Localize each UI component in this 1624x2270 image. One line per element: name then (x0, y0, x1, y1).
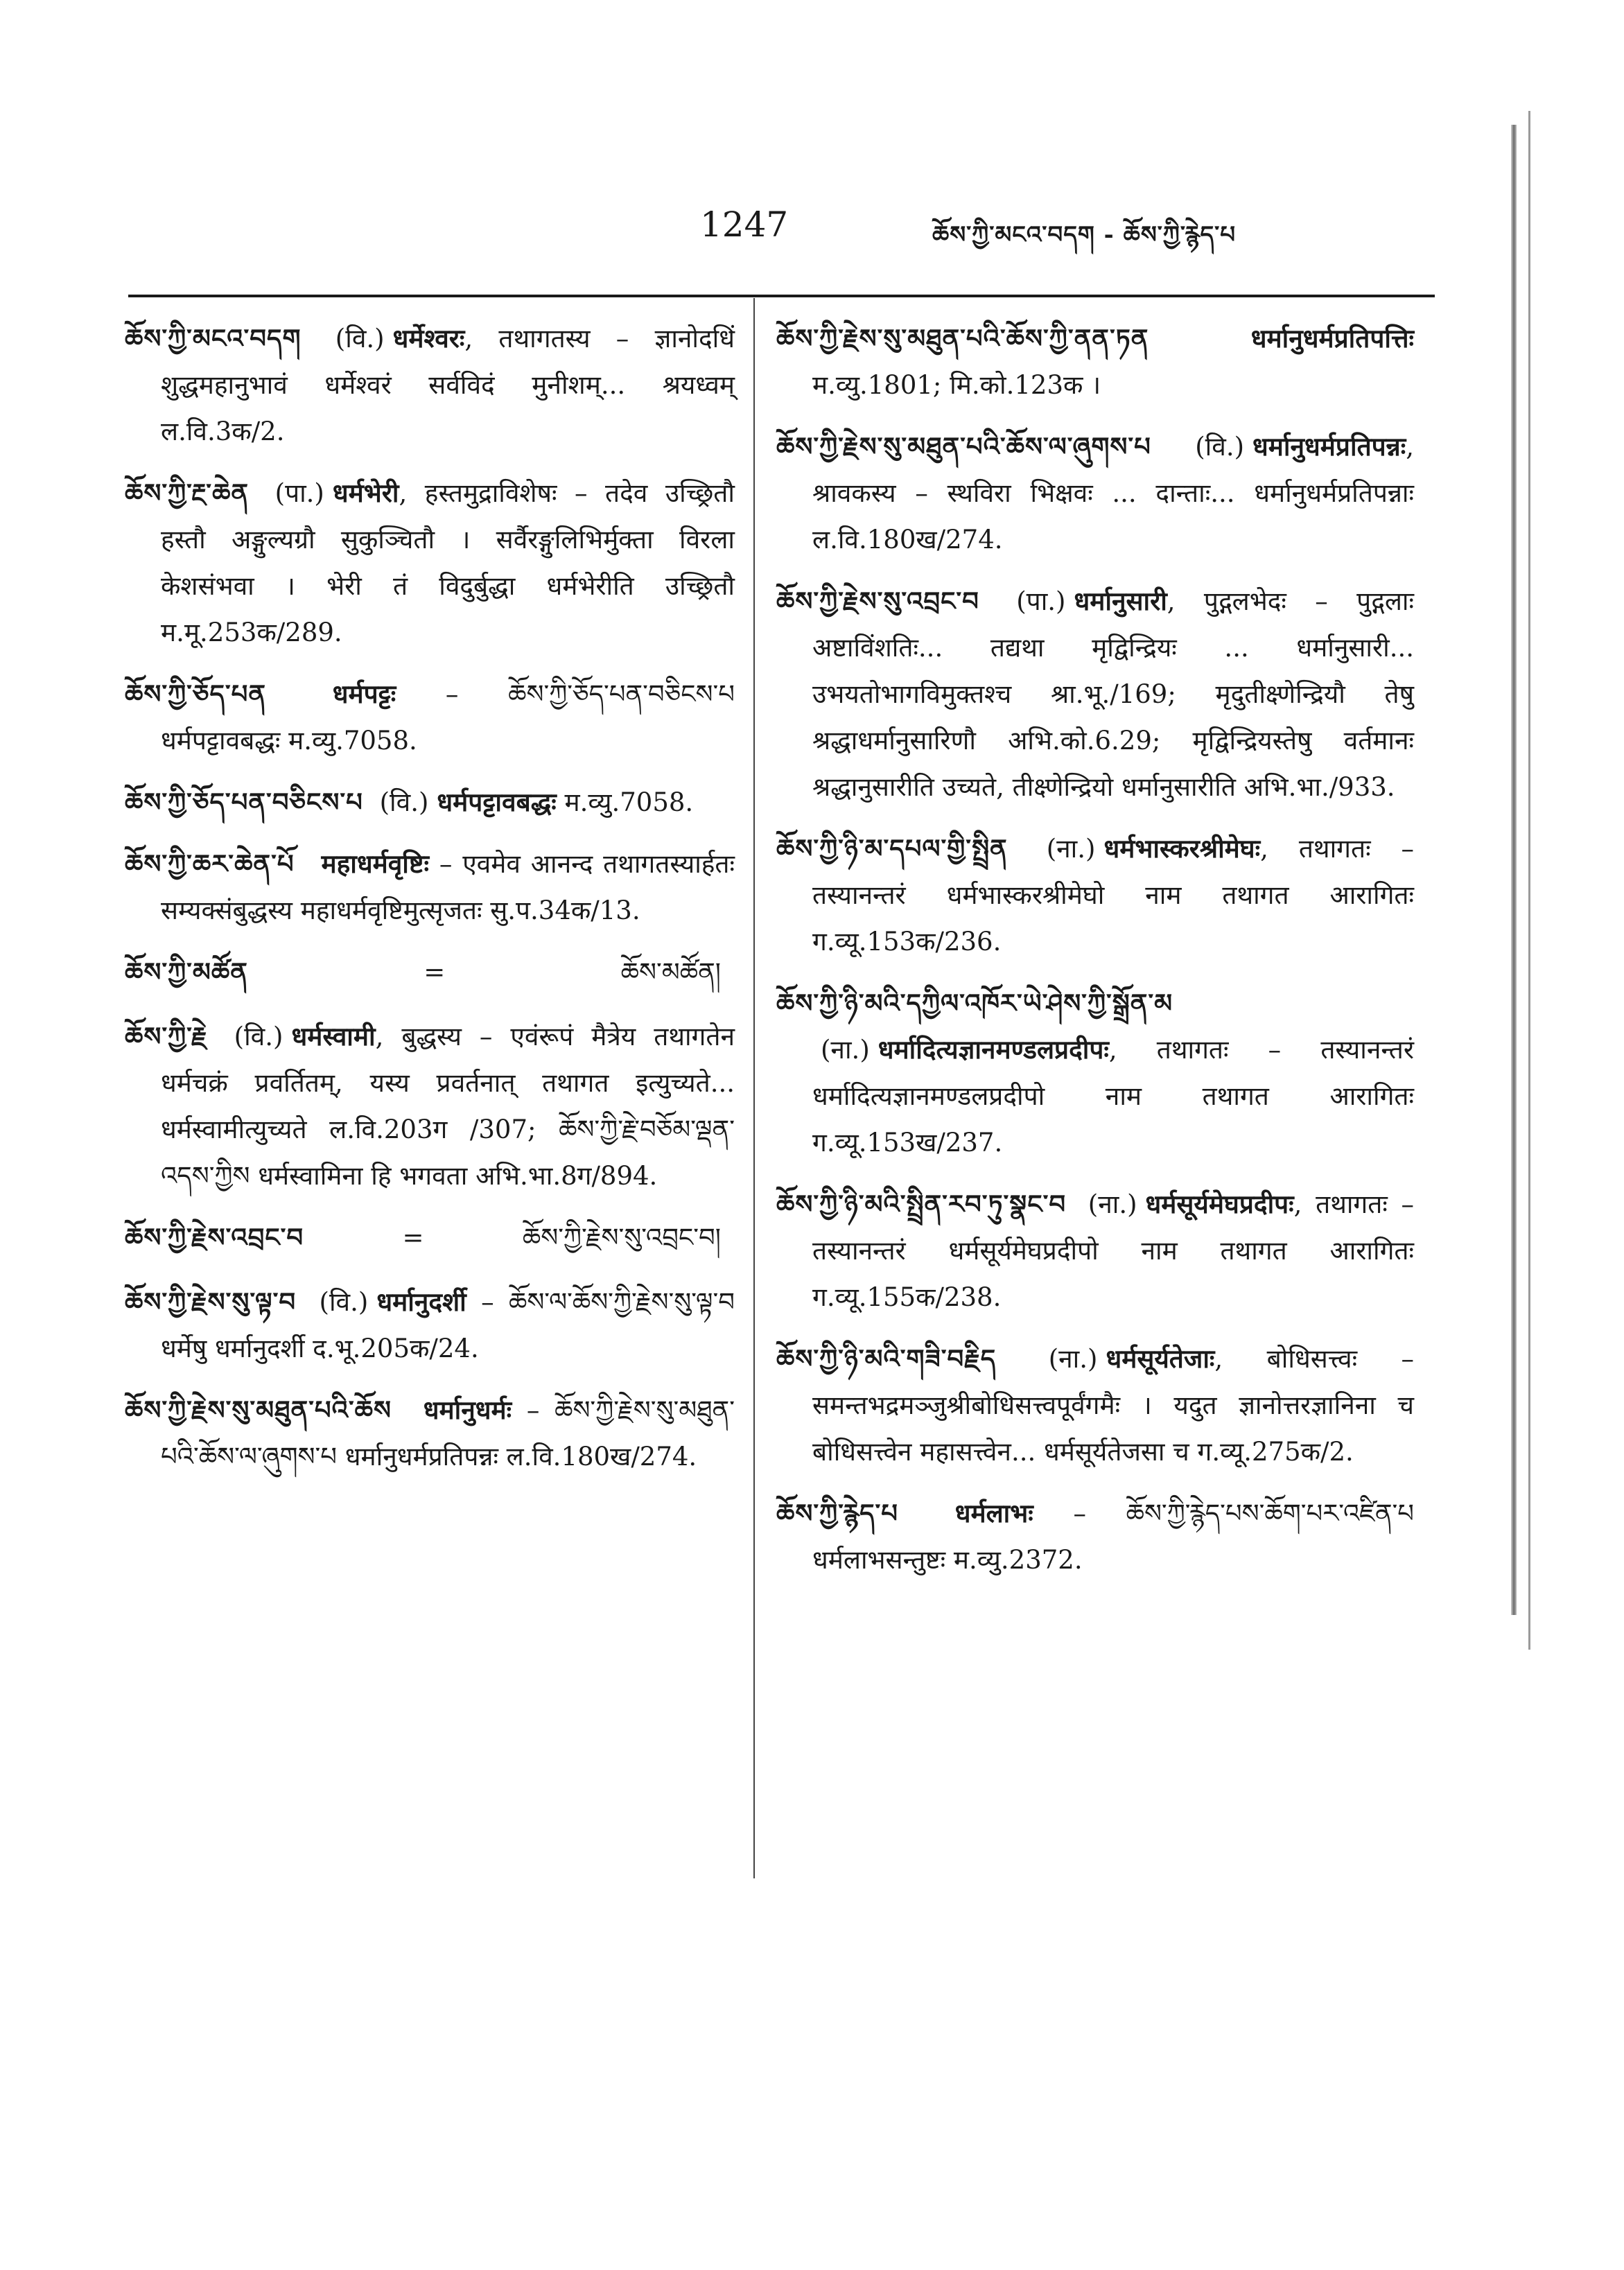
page-number: 1247 (700, 204, 789, 245)
header-rule (128, 295, 1435, 297)
grammar-tag: (पा.) (274, 478, 324, 508)
sanskrit-equivalent: धर्मपट्टः (332, 679, 396, 709)
headword: ཆོས་ཀྱི་རྔ་ཆེན (125, 478, 250, 508)
dictionary-entry (125, 470, 735, 656)
headword: ཆོས་ཀྱི་ཆར་ཆེན་པོ (125, 848, 295, 879)
right-column (776, 315, 1414, 1598)
dictionary-entry (776, 980, 1414, 1166)
equals-sign: = (402, 1223, 424, 1252)
headword: ཆོས་ཀྱི་རྗེས་འབྲང་བ (125, 1222, 304, 1252)
headword: ཆོས་ཀྱི་མཚོན (125, 957, 248, 987)
dictionary-entry (776, 1336, 1414, 1475)
grammar-tag: (वि.) (234, 1022, 283, 1051)
dictionary-entry (776, 578, 1414, 810)
dictionary-entry (125, 1387, 735, 1480)
headword: ཆོས་ཀྱི་རྙེད་པ (776, 1498, 899, 1528)
cross-ref-target: ཆོས་ཀྱི་རྗེས་སུ་འབྲང་བ། (522, 1223, 721, 1252)
entry-body: – ཆོས་ཀྱི་རྙེད་པས་ཆོག་པར་འཛིན་པ धर्मलाभसन्तुष्टः म.व्यु.2372. (812, 1499, 1415, 1575)
sanskrit-equivalent: धर्मानुधर्मप्रतिपन्नः (1252, 431, 1406, 462)
entry-body: , श्रावकस्य – स्थविरा भिक्षवः ... दान्ताः... धर्मानुधर्मप्रतिपन्नाः ल.वि.180ख/274. (812, 432, 1414, 555)
dictionary-entry (125, 779, 735, 826)
entry-body: , पुद्गलभेदः – पुद्गलाः अष्टाविंशतिः... तद्यथा मृद्विन्द्रियः ... धर्मानुसारी... उभयतोभागविमुक्तश्च श्रा.भू./169; मृदुतीक्ष्णेन्द्रियौ तेषु श्रद्धाधर्मानुसारिणौ अभि.को.6.29; मृद्विन्द्रियस्तेषु वर्तमानः श्रद्धानुसारीति उच्यते, तीक्ष्णेन्द्रियो धर्मानुसारीति अभि.भा./933. (812, 586, 1414, 802)
dictionary-entry (776, 315, 1414, 408)
grammar-tag: (ना.) (821, 1035, 870, 1065)
left-column (125, 315, 735, 1495)
sanskrit-equivalent: धर्मभेरी (332, 478, 399, 508)
sanskrit-equivalent: धर्मलाभः (954, 1498, 1033, 1528)
headword: ཆོས་ཀྱི་རྗེས་སུ་མཐུན་པའི་ཆོས་ཀྱི་ནན་ཏན (776, 323, 1149, 353)
headword: ཆོས་ཀྱི་ཉི་མའི་དཀྱིལ་འཁོར་ཡེ་ཤེས་ཀྱི་སྒྲོན་མ (776, 988, 1173, 1018)
sanskrit-equivalent: धर्मपट्टावबद्धः (437, 787, 557, 817)
equals-sign: = (424, 957, 446, 987)
sanskrit-equivalent: धर्मानुधर्मः (423, 1395, 512, 1425)
entry-body: , तथागतः – तस्यानन्तरं धर्मसूर्यमेघप्रदीपो नाम तथागत आरागितः ग.व्यू.155क/238. (812, 1189, 1414, 1312)
grammar-tag: (ना.) (1046, 834, 1096, 864)
entry-body: म.व्यु.1801; मि.को.123क । (812, 370, 1101, 400)
dictionary-entry (776, 1181, 1414, 1320)
scan-edge-shadow (1511, 125, 1517, 1615)
entry-body: , तथागतः – तस्यानन्तरं धर्मादित्यज्ञानमण्डलप्रदीपो नाम तथागत आरागितः ग.व्यू.153ख/237. (812, 1035, 1414, 1158)
cross-ref-target: ཆོས་མཚོན། (620, 957, 721, 987)
sanskrit-equivalent: धर्मस्वामी (291, 1021, 376, 1051)
headword: ཆོས་ཀྱི་རྗེས་སུ་མཐུན་པའི་ཆོས (125, 1395, 392, 1425)
headword: ཆོས་ཀྱི་མངའ་བདག (125, 323, 302, 353)
headword: ཆོས་ཀྱི་རྗེས་སུ་འབྲང་བ (776, 586, 979, 616)
grammar-tag: (वि.) (335, 324, 385, 353)
entry-body: , तथागतस्य – ज्ञानोदधिं शुद्धमहानुभावं धर्मेश्वरं सर्वविदं मुनीशम्... श्रयध्वम् ल.वि.3क/2. (161, 324, 735, 446)
entry-body: – ཆོས་ལ་ཆོས་ཀྱི་རྗེས་སུ་ལྟ་བ धर्मेषु धर्मानुदर्शी द.भू.205क/24. (161, 1287, 735, 1363)
dictionary-entry (776, 826, 1414, 965)
sanskrit-equivalent: धर्मसूर्यतेजाः (1106, 1343, 1215, 1374)
dictionary-entry (125, 1279, 735, 1372)
headword: ཆོས་ཀྱི་རྗེས་སུ་མཐུན་པའི་ཆོས་ལ་ཞུགས་པ (776, 431, 1151, 462)
sanskrit-equivalent: धर्मादित्यज्ञानमण्डलप्रदीपः (878, 1034, 1109, 1065)
entry-body: , हस्तमुद्राविशेषः – तदेव उच्छ्रितौ हस्तौ अङ्गुल्यग्रौ सुकुञ्चितौ । सर्वैरङ्गुलिभिर्मुक्ता विरला केशसंभवा । भेरी तं विदुर्बुद्धा धर्मभेरीति उच्छ्रितौ म.मू.253क/289. (161, 478, 735, 647)
headword: ཆོས་ཀྱི་རྗེ (125, 1021, 208, 1051)
dictionary-entry (776, 1490, 1414, 1583)
grammar-tag: (वि.) (1195, 432, 1245, 462)
dictionary-entry (125, 1013, 735, 1199)
cross-reference (125, 1214, 735, 1261)
entry-body: म.व्यु.7058. (556, 787, 694, 817)
scan-edge-line (1528, 111, 1530, 1650)
dictionary-entry (125, 315, 735, 455)
dictionary-entry (776, 424, 1414, 563)
sanskrit-equivalent: धर्मानुधर्मप्रतिपत्तिः (1250, 323, 1414, 353)
grammar-tag: (पा.) (1016, 586, 1066, 616)
headword: ཆོས་ཀྱི་ཉི་མའི་གཟི་བརྗིད (776, 1343, 997, 1374)
headword: ཆོས་ཀྱི་ཉི་མའི་སྤྲིན་རབ་ཏུ་སྣང་བ (776, 1189, 1067, 1219)
running-head: ཆོས་ཀྱི་མངའ་བདག - ཆོས་ཀྱི་རྙེད་པ (932, 221, 1237, 249)
grammar-tag: (वि.) (379, 787, 429, 817)
entry-body: – एवमेव आनन्द तथागतस्यार्हतः सम्यक्संबुद्धस्य महाधर्मवृष्टिमुत्सृजतः सु.प.34क/13. (161, 849, 735, 925)
grammar-tag: (वि.) (319, 1287, 369, 1317)
dictionary-entry (125, 671, 735, 764)
headword: ཆོས་ཀྱི་ཅོད་པན་བཅིངས་པ (125, 787, 363, 817)
grammar-tag: (ना.) (1048, 1344, 1098, 1374)
sanskrit-equivalent: धर्मेश्वरः (392, 323, 465, 353)
sanskrit-equivalent: महाधर्मवृष्टिः (321, 848, 429, 879)
entry-body: , बोधिसत्त्वः – समन्तभद्रमञ्जुश्रीबोधिसत्त्वपूर्वंगमैः । यदुत ज्ञानोत्तरज्ञानिना च बोधिसत्त्वेन महासत्त्वेन... धर्मसूर्यतेजसा च ग.व्यू.275क/2. (812, 1344, 1415, 1467)
entry-body: – ཆོས་ཀྱི་རྗེས་སུ་མཐུན་པའི་ཆོས་ལ་ཞུགས་པ धर्मानुधर्मप्रतिपन्नः ल.वि.180ख/274. (161, 1395, 735, 1472)
entry-body: , तथागतः – तस्यानन्तरं धर्मभास्करश्रीमेघो नाम तथागत आरागितः ग.व्यू.153क/236. (812, 834, 1415, 957)
headword: ཆོས་ཀྱི་ཅོད་པན (125, 679, 267, 709)
dictionary-entry (125, 841, 735, 934)
headword: ཆོས་ཀྱི་ཉི་མ་དཔལ་གྱི་སྤྲིན (776, 833, 1008, 864)
sanskrit-equivalent: धर्मसूर्यमेघप्रदीपः (1145, 1189, 1294, 1219)
cross-reference (125, 949, 735, 995)
entry-body: , बुद्धस्य – एवंरूपं मैत्रेय तथागतेन धर्मचक्रं प्रवर्तितम्, यस्य प्रवर्तनात् तथागत इत्युच्यते... धर्मस्वामीत्युच्यते ल.वि.203ग /307; ཆོས་ཀྱི་རྗེ་བཅོམ་ལྡན་འདས་ཀྱིས धर्मस्वामिना हि भगवता अभि.भा.8ग/894. (161, 1022, 735, 1191)
sanskrit-equivalent: धर्मानुसारी (1074, 586, 1167, 616)
entry-body: – ཆོས་ཀྱི་ཅོད་པན་བཅིངས་པ धर्मपट्टावबद्धः म.व्यु.7058. (161, 679, 735, 756)
headword: ཆོས་ཀྱི་རྗེས་སུ་ལྟ་བ (125, 1286, 297, 1317)
column-divider (753, 298, 755, 1878)
sanskrit-equivalent: धर्मभास्करश्रीमेघः (1103, 833, 1261, 864)
sanskrit-equivalent: धर्मानुदर्शी (376, 1286, 466, 1317)
grammar-tag: (ना.) (1088, 1189, 1137, 1219)
